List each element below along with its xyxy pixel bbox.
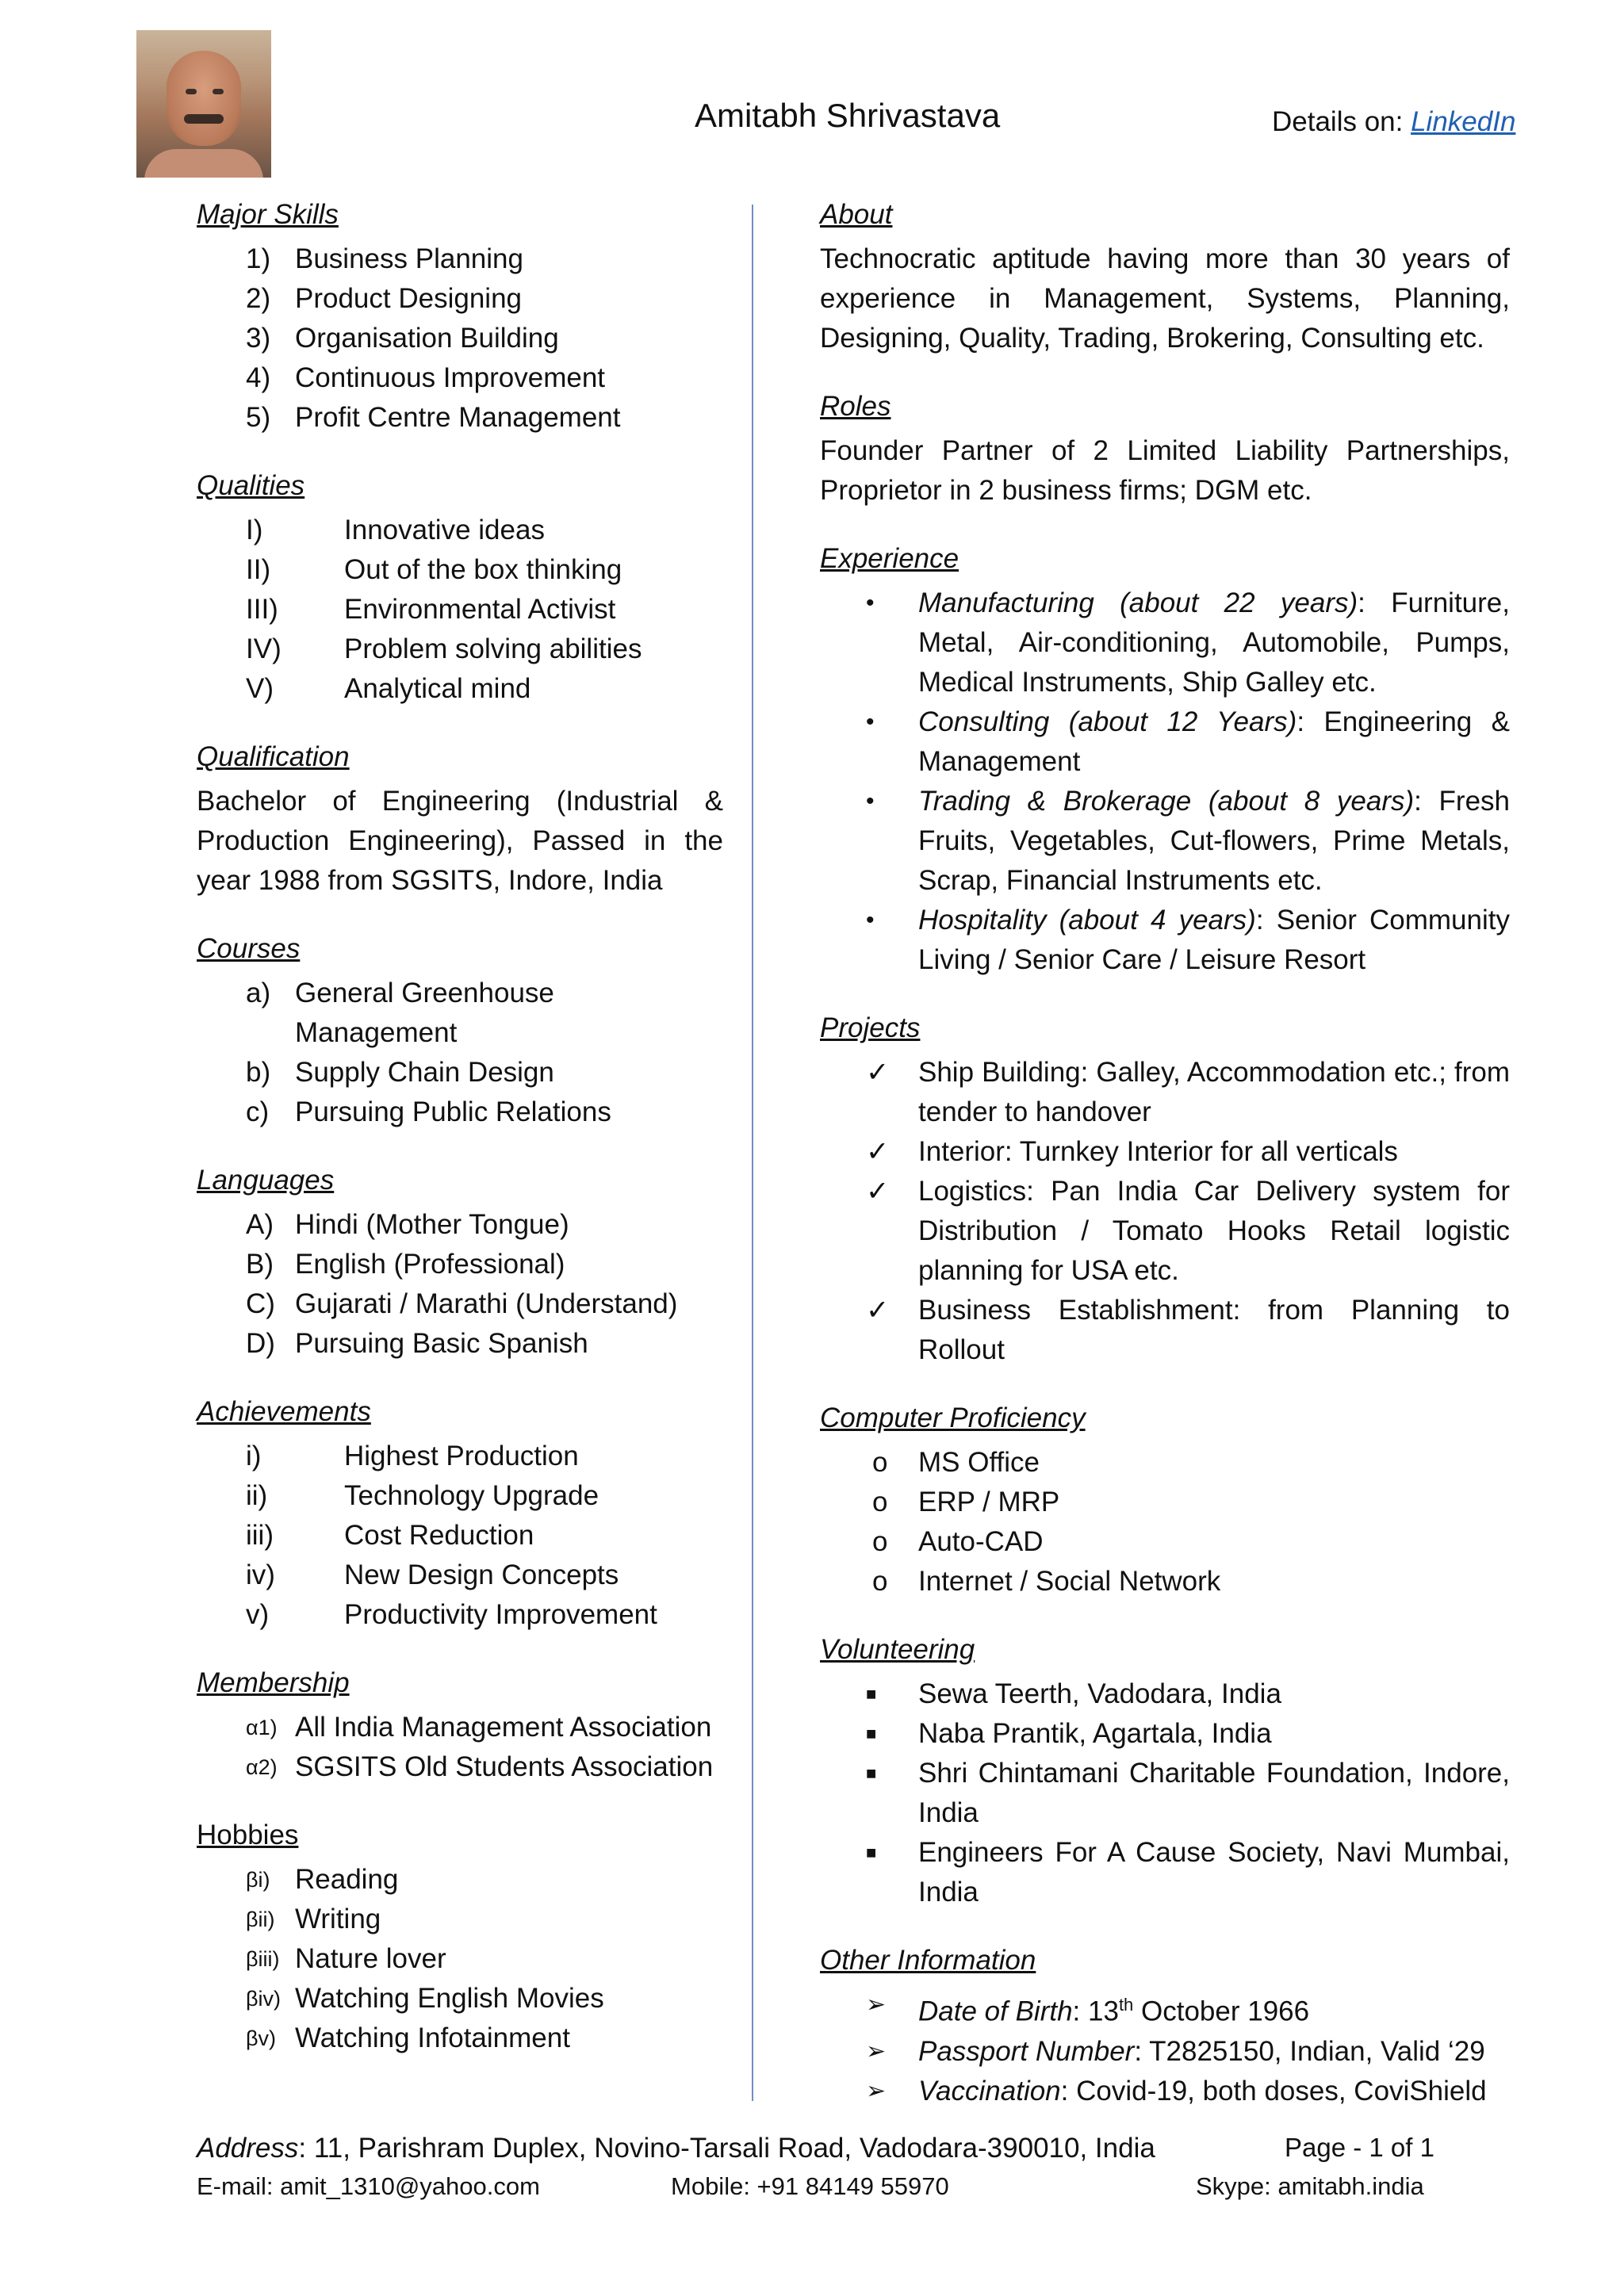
list-item bbox=[197, 1053, 723, 1093]
list-text: Highest Production bbox=[344, 1441, 579, 1471]
list-item bbox=[197, 1860, 723, 1900]
list-item: ➢ Date of Birth: 13th October 1966 bbox=[820, 1985, 1510, 2032]
list-text: Pursuing Public Relations bbox=[295, 1096, 611, 1127]
dob-label: Date of Birth bbox=[918, 1996, 1073, 2027]
circle-bullet-icon: o bbox=[872, 1447, 888, 1478]
bullet-icon: • bbox=[866, 709, 875, 735]
section-qualities bbox=[197, 461, 723, 709]
other-info-list bbox=[820, 1985, 1510, 2111]
list-marker: iv) bbox=[246, 1559, 275, 1590]
section-title: Other Information bbox=[820, 1945, 1036, 1976]
list-item bbox=[820, 1483, 1510, 1522]
qualification-text: Bachelor of Engineering (Industrial & Production Engineering), Passed in the year 1988 from SGSITS, Indore, India bbox=[197, 786, 723, 896]
volunteer-text: Shri Chintamani Charitable Foundation, Indore, India bbox=[918, 1758, 1510, 1828]
section-hobbies bbox=[197, 1811, 723, 2058]
languages-list bbox=[197, 1205, 723, 1364]
skill-text: MS Office bbox=[918, 1447, 1040, 1478]
section-achievements bbox=[197, 1387, 723, 1635]
list-text: Continuous Improvement bbox=[295, 362, 606, 393]
square-bullet-icon: ■ bbox=[866, 1843, 877, 1862]
list-text: Gujarati / Marathi (Understand) bbox=[295, 1288, 678, 1319]
list-marker: a) bbox=[246, 978, 271, 1008]
list-text: General Greenhouse Management bbox=[295, 978, 554, 1048]
right-column bbox=[820, 190, 1510, 2135]
arrow-bullet-icon: ➢ bbox=[866, 1992, 887, 2018]
experience-label: Consulting (about 12 Years) bbox=[918, 706, 1297, 737]
list-text: Supply Chain Design bbox=[295, 1057, 554, 1088]
list-item bbox=[197, 1900, 723, 1939]
bullet-icon: • bbox=[866, 788, 875, 814]
list-text: Analytical mind bbox=[344, 673, 531, 704]
list-item bbox=[197, 1324, 723, 1364]
list-item bbox=[820, 2072, 1510, 2111]
list-marker: βi) bbox=[246, 1868, 270, 1892]
section-title: Membership bbox=[197, 1667, 350, 1698]
dob-day: 13 bbox=[1088, 1996, 1119, 2027]
list-text: Writing bbox=[295, 1904, 381, 1934]
section-courses bbox=[197, 924, 723, 1132]
list-marker: 3) bbox=[246, 323, 271, 354]
list-item bbox=[197, 511, 723, 550]
list-marker: IV) bbox=[246, 633, 282, 664]
footer-mobile: Mobile: +91 84149 55970 bbox=[671, 2172, 949, 2200]
list-marker: V) bbox=[246, 673, 274, 704]
section-title: Projects bbox=[820, 1012, 921, 1043]
list-marker: i) bbox=[246, 1441, 262, 1471]
courses-list bbox=[197, 974, 723, 1132]
list-item bbox=[197, 398, 723, 438]
list-item bbox=[197, 669, 723, 709]
list-item bbox=[197, 1205, 723, 1245]
project-text: Business Establishment: from Planning to Rollout bbox=[918, 1295, 1510, 1365]
list-marker: C) bbox=[246, 1288, 275, 1319]
list-item bbox=[820, 1172, 1510, 1291]
section-volunteering bbox=[820, 1625, 1510, 1912]
list-item bbox=[820, 901, 1510, 980]
achievements-list bbox=[197, 1437, 723, 1635]
list-marker: c) bbox=[246, 1096, 270, 1127]
project-text: Ship Building: Galley, Accommodation etc.; from tender to handover bbox=[918, 1057, 1510, 1127]
section-title: Experience bbox=[820, 543, 959, 574]
details-prefix: Details on: bbox=[1272, 106, 1411, 137]
square-bullet-icon: ■ bbox=[866, 1763, 877, 1783]
list-item bbox=[197, 1437, 723, 1476]
checkmark-icon: ✓ bbox=[866, 1057, 890, 1088]
experience-detail: : Furniture, Metal, Air-conditioning, Automobile, Pumps, Medical Instruments, Ship Galley etc. bbox=[918, 587, 1510, 698]
project-text: Interior: Turnkey Interior for all verticals bbox=[918, 1136, 1398, 1167]
list-text: Nature lover bbox=[295, 1943, 446, 1974]
roles-text: Founder Partner of 2 Limited Liability Partnerships, Proprietor in 2 business firms; DGM etc. bbox=[820, 435, 1510, 506]
list-item bbox=[197, 590, 723, 629]
linkedin-link[interactable]: LinkedIn bbox=[1411, 106, 1516, 137]
experience-detail: : Fresh Fruits, Vegetables, Cut-flowers, Prime Metals, Scrap, Financial Instruments etc. bbox=[918, 786, 1511, 896]
section-title: Achievements bbox=[197, 1396, 371, 1427]
list-item bbox=[820, 702, 1510, 782]
skills-list bbox=[197, 239, 723, 438]
list-item bbox=[197, 1556, 723, 1595]
list-marker: 1) bbox=[246, 243, 271, 274]
details-line bbox=[1272, 106, 1515, 138]
list-item bbox=[820, 1714, 1510, 1754]
computer-list bbox=[820, 1443, 1510, 1601]
list-marker: III) bbox=[246, 594, 278, 625]
list-item bbox=[820, 1291, 1510, 1370]
list-item bbox=[820, 1754, 1510, 1833]
square-bullet-icon: ■ bbox=[866, 1684, 877, 1704]
list-item bbox=[197, 279, 723, 319]
experience-label: Trading & Brokerage (about 8 years) bbox=[918, 786, 1415, 817]
list-marker: βii) bbox=[246, 1908, 275, 1931]
list-item bbox=[197, 629, 723, 669]
skill-text: Internet / Social Network bbox=[918, 1566, 1221, 1597]
volunteering-list bbox=[820, 1674, 1510, 1912]
experience-detail: : Engineering & Management bbox=[918, 706, 1511, 777]
list-item bbox=[197, 1476, 723, 1516]
list-item bbox=[820, 584, 1510, 702]
list-text: Pursuing Basic Spanish bbox=[295, 1328, 588, 1359]
list-item bbox=[820, 1132, 1510, 1172]
section-projects bbox=[820, 1004, 1510, 1370]
list-text: Problem solving abilities bbox=[344, 633, 642, 664]
list-text: Productivity Improvement bbox=[344, 1599, 657, 1630]
checkmark-icon: ✓ bbox=[866, 1176, 890, 1207]
list-item bbox=[820, 782, 1510, 901]
list-item bbox=[197, 1093, 723, 1132]
footer-skype: Skype: amitabh.india bbox=[1196, 2172, 1424, 2200]
section-title: Volunteering bbox=[820, 1634, 975, 1665]
bullet-icon: • bbox=[866, 590, 875, 616]
checkmark-icon: ✓ bbox=[866, 1295, 890, 1326]
section-roles bbox=[820, 382, 1510, 511]
address-value: : 11, Parishram Duplex, Novino-Tarsali Road, Vadodara-390010, India bbox=[298, 2133, 1155, 2164]
list-item bbox=[197, 239, 723, 279]
circle-bullet-icon: o bbox=[872, 1487, 888, 1517]
list-marker: 4) bbox=[246, 362, 271, 393]
membership-list bbox=[197, 1708, 723, 1787]
qualities-list bbox=[197, 511, 723, 709]
candidate-name: Amitabh Shrivastava bbox=[695, 97, 1001, 134]
arrow-bullet-icon: ➢ bbox=[866, 2077, 887, 2104]
list-item bbox=[820, 1562, 1510, 1601]
section-major-skills bbox=[197, 190, 723, 438]
list-text: Out of the box thinking bbox=[344, 554, 622, 585]
list-item bbox=[197, 1708, 723, 1747]
section-title: Computer Proficiency bbox=[820, 1402, 1086, 1433]
list-item bbox=[197, 358, 723, 398]
skill-text: Auto-CAD bbox=[918, 1526, 1044, 1557]
section-title: Qualification bbox=[197, 741, 350, 772]
section-title: Languages bbox=[197, 1165, 335, 1196]
list-marker: α2) bbox=[246, 1755, 278, 1779]
circle-bullet-icon: o bbox=[872, 1566, 888, 1597]
list-marker: βiv) bbox=[246, 1987, 282, 2011]
footer-email[interactable]: E-mail: amit_1310@yahoo.com bbox=[197, 2172, 540, 2200]
list-text: New Design Concepts bbox=[344, 1559, 619, 1590]
section-membership bbox=[197, 1659, 723, 1787]
list-item bbox=[197, 550, 723, 590]
list-text: Watching Infotainment bbox=[295, 2022, 570, 2053]
section-other-information bbox=[820, 1936, 1510, 2111]
list-item bbox=[820, 1522, 1510, 1562]
list-marker: I) bbox=[246, 515, 263, 545]
section-title: Hobbies bbox=[197, 1820, 299, 1850]
list-item bbox=[197, 1939, 723, 1979]
list-marker: b) bbox=[246, 1057, 271, 1088]
column-divider bbox=[752, 205, 753, 2101]
project-text: Logistics: Pan India Car Delivery system for Distribution / Tomato Hooks Retail logistic planning for USA etc. bbox=[918, 1176, 1510, 1286]
checkmark-icon: ✓ bbox=[866, 1136, 890, 1167]
list-text: SGSITS Old Students Association bbox=[295, 1751, 714, 1782]
list-text: Reading bbox=[295, 1864, 399, 1895]
experience-label: Hospitality (about 4 years) bbox=[918, 905, 1256, 936]
list-text: Profit Centre Management bbox=[295, 402, 621, 433]
list-text: Business Planning bbox=[295, 243, 523, 274]
list-marker: B) bbox=[246, 1249, 274, 1280]
list-text: Technology Upgrade bbox=[344, 1480, 599, 1511]
volunteer-text: Sewa Teerth, Vadodara, India bbox=[918, 1678, 1281, 1709]
passport-value: : T2825150, Indian, Valid ‘29 bbox=[1134, 2035, 1485, 2067]
list-text: Environmental Activist bbox=[344, 594, 616, 625]
page-number: Page - 1 of 1 bbox=[1285, 2133, 1434, 2162]
section-title: Courses bbox=[197, 933, 301, 964]
list-marker: α1) bbox=[246, 1716, 278, 1739]
vaccination-value: : Covid-19, both doses, CoviShield bbox=[1060, 2075, 1487, 2107]
address-label: Address bbox=[197, 2133, 299, 2164]
section-title: Roles bbox=[820, 391, 891, 422]
footer-address bbox=[197, 2133, 1155, 2164]
left-column bbox=[197, 190, 723, 2082]
section-experience bbox=[820, 534, 1510, 980]
list-marker: A) bbox=[246, 1209, 274, 1240]
section-title: Qualities bbox=[197, 470, 305, 501]
profile-photo bbox=[136, 30, 271, 178]
vaccination-label: Vaccination bbox=[918, 2075, 1061, 2107]
list-item bbox=[820, 1674, 1510, 1714]
list-text: Hindi (Mother Tongue) bbox=[295, 1209, 569, 1240]
section-title: Major Skills bbox=[197, 199, 339, 230]
square-bullet-icon: ■ bbox=[866, 1724, 877, 1743]
list-marker: II) bbox=[246, 554, 271, 585]
list-item bbox=[820, 1443, 1510, 1483]
volunteer-text: Engineers For A Cause Society, Navi Mumbai, India bbox=[918, 1837, 1510, 1908]
list-item bbox=[197, 1516, 723, 1556]
list-marker: βiii) bbox=[246, 1947, 280, 1971]
list-text: All India Management Association bbox=[295, 1712, 712, 1743]
arrow-bullet-icon: ➢ bbox=[866, 2038, 887, 2064]
hobbies-list bbox=[197, 1860, 723, 2058]
passport-label: Passport Number bbox=[918, 2035, 1135, 2067]
list-item bbox=[820, 1833, 1510, 1912]
experience-detail: : Senior Community Living / Senior Care / Leisure Resort bbox=[918, 905, 1510, 975]
dob-suffix: th bbox=[1118, 1995, 1134, 2015]
section-languages bbox=[197, 1156, 723, 1364]
list-text: Innovative ideas bbox=[344, 515, 545, 545]
list-item bbox=[197, 2019, 723, 2058]
experience-label: Manufacturing (about 22 years) bbox=[918, 587, 1358, 618]
list-item bbox=[197, 1245, 723, 1284]
list-marker: 2) bbox=[246, 283, 271, 314]
list-item bbox=[197, 1595, 723, 1635]
projects-list bbox=[820, 1053, 1510, 1370]
list-item bbox=[197, 1747, 723, 1787]
list-item bbox=[197, 974, 723, 1053]
list-text: Product Designing bbox=[295, 283, 522, 314]
skill-text: ERP / MRP bbox=[918, 1487, 1060, 1517]
section-computer-proficiency bbox=[820, 1394, 1510, 1601]
volunteer-text: Naba Prantik, Agartala, India bbox=[918, 1718, 1272, 1749]
list-item bbox=[197, 1979, 723, 2019]
section-about bbox=[820, 190, 1510, 358]
list-marker: 5) bbox=[246, 402, 271, 433]
about-text: Technocratic aptitude having more than 30 years of experience in Management, Systems, Planning, Designing, Quality, Trading, Brokering, Consulting etc. bbox=[820, 243, 1510, 354]
list-text: Cost Reduction bbox=[344, 1520, 534, 1551]
circle-bullet-icon: o bbox=[872, 1526, 888, 1557]
list-text: Watching English Movies bbox=[295, 1983, 604, 2014]
experience-list bbox=[820, 584, 1510, 980]
section-title: About bbox=[820, 199, 893, 230]
list-marker: D) bbox=[246, 1328, 275, 1359]
section-qualification bbox=[197, 733, 723, 901]
list-item bbox=[820, 1053, 1510, 1132]
list-item bbox=[820, 2032, 1510, 2072]
list-marker: v) bbox=[246, 1599, 270, 1630]
list-text: Organisation Building bbox=[295, 323, 559, 354]
list-marker: ii) bbox=[246, 1480, 268, 1511]
bullet-icon: • bbox=[866, 907, 875, 933]
dob-rest: October 1966 bbox=[1133, 1996, 1310, 2027]
list-item bbox=[197, 1284, 723, 1324]
list-marker: βv) bbox=[246, 2026, 277, 2050]
list-text: English (Professional) bbox=[295, 1249, 565, 1280]
list-marker: iii) bbox=[246, 1520, 274, 1551]
list-item bbox=[197, 319, 723, 358]
